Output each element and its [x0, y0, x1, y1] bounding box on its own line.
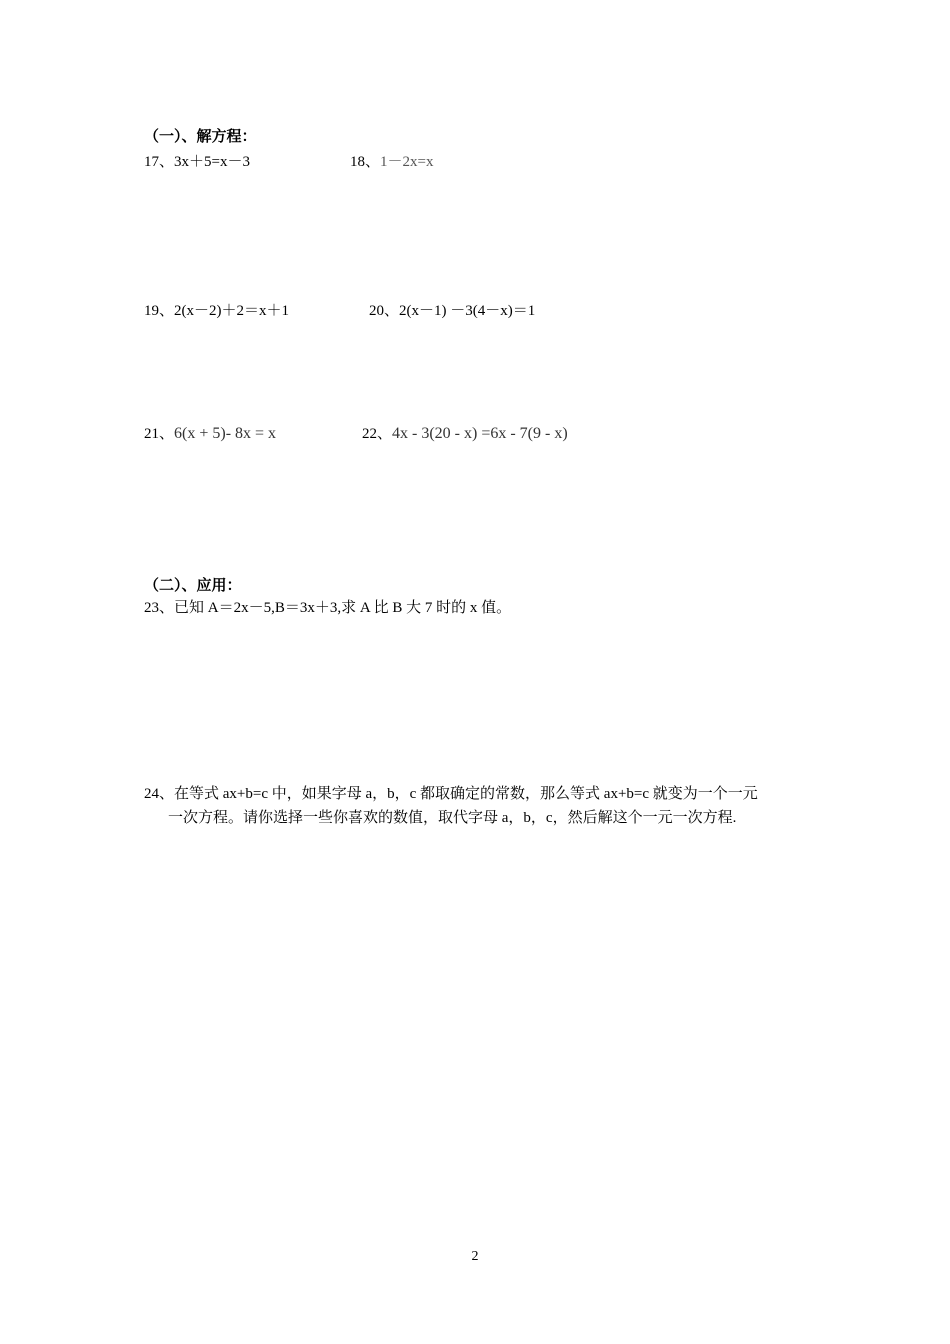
problem-20	[369, 301, 535, 321]
problem-22	[362, 424, 568, 444]
equation: 6(x + 5)- 8x = x	[174, 425, 277, 442]
equation: 3x＋5=x－3	[174, 154, 250, 170]
problem-24-line-2: 一次方程。请你选择一些你喜欢的数值，取代字母 a，b，c，然后解这个一元一次方程.	[168, 810, 737, 826]
problem-number: 19、	[144, 303, 175, 319]
equation: 1－2x=x	[380, 154, 434, 170]
section-heading-solve-equations: （一）、解方程：	[144, 129, 257, 145]
page-number: 2	[471, 1249, 479, 1264]
problem-17	[144, 152, 250, 172]
problem-number: 20、	[369, 303, 400, 319]
problem-number: 17、	[144, 154, 175, 170]
problem-18	[350, 152, 433, 172]
problem-24-line-1: 24、在等式 ax+b=c 中，如果字母 a，b，c 都取确定的常数，那么等式 ax+b=c 就变为一个一元	[144, 786, 758, 802]
equation: 2(x－2)＋2＝x＋1	[174, 303, 290, 319]
problem-23: 23、已知 A＝2x－5,B＝3x＋3,求 A 比 B 大 7 时的 x 值。	[144, 600, 512, 616]
equation: 2(x－1) －3(4－x)＝1	[399, 303, 536, 319]
problem-21	[144, 424, 276, 444]
section-heading-application: （二）、应用：	[144, 578, 242, 594]
problem-number: 22、	[362, 426, 393, 442]
equation: 4x - 3(20 - x) =6x - 7(9 - x)	[392, 425, 568, 442]
problem-19	[144, 301, 289, 321]
problem-number: 18、	[350, 154, 381, 170]
problem-number: 21、	[144, 426, 175, 442]
